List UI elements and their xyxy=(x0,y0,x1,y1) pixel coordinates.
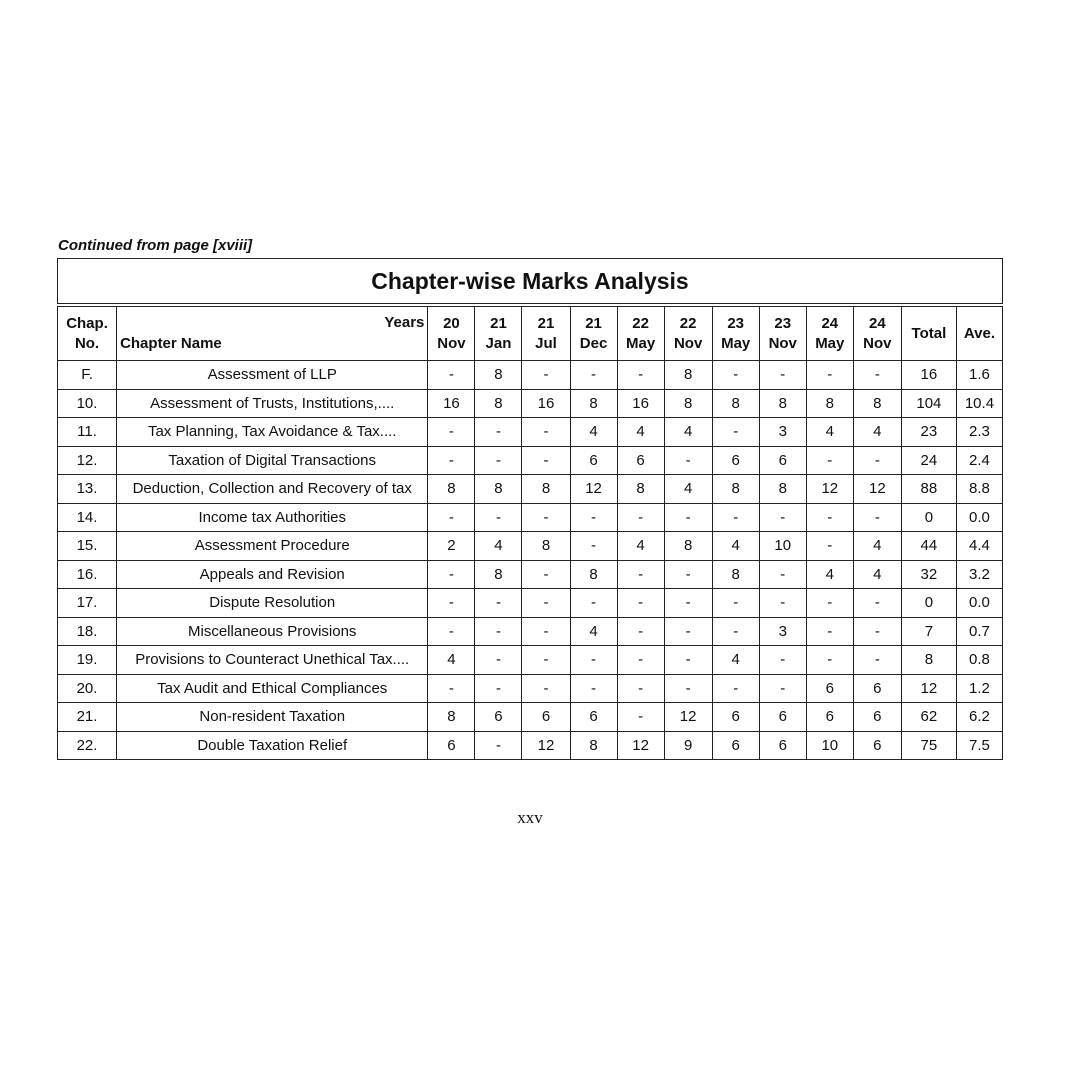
marks-cell: - xyxy=(475,646,522,675)
term-header xyxy=(664,305,712,361)
marks-cell: - xyxy=(617,617,664,646)
term-year: 24 xyxy=(821,314,839,332)
chapter-number-cell: 13. xyxy=(58,475,117,504)
marks-cell: - xyxy=(522,446,570,475)
term-header xyxy=(853,305,901,361)
average-cell: 0.8 xyxy=(956,646,1002,675)
total-cell: 23 xyxy=(901,418,956,447)
marks-cell: - xyxy=(428,560,475,589)
term-header xyxy=(759,305,806,361)
chapter-number-cell: 14. xyxy=(58,503,117,532)
term-month: Jan xyxy=(485,334,512,352)
marks-cell: 6 xyxy=(759,446,806,475)
term-month: May xyxy=(815,334,845,352)
marks-cell: 6 xyxy=(475,703,522,732)
marks-cell: - xyxy=(853,646,901,675)
marks-cell: 8 xyxy=(759,475,806,504)
average-header: Ave. xyxy=(956,305,1002,361)
marks-cell: - xyxy=(759,646,806,675)
continued-note: Continued from page [xviii] xyxy=(58,237,253,254)
chapter-name-cell: Appeals and Revision xyxy=(117,560,428,589)
marks-cell: 8 xyxy=(475,389,522,418)
table-row xyxy=(58,731,1003,760)
total-header: Total xyxy=(901,305,956,361)
table-row xyxy=(58,674,1003,703)
marks-cell: - xyxy=(522,503,570,532)
term-month: Jul xyxy=(535,334,557,352)
marks-cell: 8 xyxy=(522,532,570,561)
marks-cell: 8 xyxy=(522,475,570,504)
marks-cell: - xyxy=(475,503,522,532)
table-row xyxy=(58,589,1003,618)
table-row xyxy=(58,475,1003,504)
chapter-number-cell: 10. xyxy=(58,389,117,418)
marks-cell: 12 xyxy=(806,475,853,504)
marks-cell: - xyxy=(712,589,759,618)
marks-cell: - xyxy=(522,617,570,646)
marks-table xyxy=(57,303,1003,760)
marks-cell: - xyxy=(806,446,853,475)
marks-cell: - xyxy=(806,589,853,618)
total-cell: 104 xyxy=(901,389,956,418)
marks-cell: 12 xyxy=(617,731,664,760)
term-month: Nov xyxy=(863,334,892,352)
marks-cell: 12 xyxy=(853,475,901,504)
chapter-name-label: Chapter Name xyxy=(120,335,222,352)
total-cell: 88 xyxy=(901,475,956,504)
marks-cell: 12 xyxy=(664,703,712,732)
total-cell: 8 xyxy=(901,646,956,675)
marks-cell: 4 xyxy=(570,418,617,447)
marks-cell: - xyxy=(475,731,522,760)
chap-no-header xyxy=(58,305,117,361)
marks-cell: 8 xyxy=(570,731,617,760)
average-cell: 0.0 xyxy=(956,589,1002,618)
marks-cell: 6 xyxy=(428,731,475,760)
term-year: 21 xyxy=(490,314,507,332)
marks-cell: 4 xyxy=(853,532,901,561)
marks-cell: - xyxy=(428,361,475,390)
chapter-number-cell: 11. xyxy=(58,418,117,447)
term-header xyxy=(570,305,617,361)
term-header xyxy=(522,305,570,361)
table-row xyxy=(58,361,1003,390)
chapter-name-cell: Assessment of LLP xyxy=(117,361,428,390)
marks-cell: - xyxy=(712,674,759,703)
marks-cell: - xyxy=(712,617,759,646)
marks-cell: 4 xyxy=(806,418,853,447)
marks-cell: 16 xyxy=(522,389,570,418)
marks-cell: 2 xyxy=(428,532,475,561)
marks-cell: 8 xyxy=(428,703,475,732)
table-row xyxy=(58,646,1003,675)
marks-cell: 9 xyxy=(664,731,712,760)
term-year: 22 xyxy=(679,314,697,332)
marks-cell: 8 xyxy=(664,361,712,390)
marks-cell: - xyxy=(475,674,522,703)
term-month: Nov xyxy=(437,334,466,352)
chapter-number-cell: 22. xyxy=(58,731,117,760)
marks-cell: - xyxy=(522,560,570,589)
term-year: 21 xyxy=(585,314,602,332)
marks-cell: 6 xyxy=(522,703,570,732)
marks-cell: 8 xyxy=(475,560,522,589)
total-cell: 44 xyxy=(901,532,956,561)
chapter-name-cell: Provisions to Counteract Unethical Tax.... xyxy=(117,646,428,675)
marks-cell: 6 xyxy=(712,446,759,475)
marks-cell: 6 xyxy=(570,703,617,732)
marks-cell: 8 xyxy=(570,389,617,418)
marks-cell: - xyxy=(806,646,853,675)
chapter-name-cell: Miscellaneous Provisions xyxy=(117,617,428,646)
marks-cell: 6 xyxy=(712,703,759,732)
marks-cell: 4 xyxy=(570,617,617,646)
header-row xyxy=(58,305,1003,361)
term-header xyxy=(806,305,853,361)
chapter-name-cell: Assessment Procedure xyxy=(117,532,428,561)
average-cell: 1.2 xyxy=(956,674,1002,703)
marks-cell: - xyxy=(570,503,617,532)
chapter-name-cell: Tax Audit and Ethical Compliances xyxy=(117,674,428,703)
term-header xyxy=(617,305,664,361)
marks-cell: 6 xyxy=(759,731,806,760)
term-month: Dec xyxy=(579,334,608,352)
chapter-number-cell: 20. xyxy=(58,674,117,703)
table-title: Chapter-wise Marks Analysis xyxy=(57,258,1003,303)
chapter-number-cell: F. xyxy=(58,361,117,390)
marks-cell: - xyxy=(522,589,570,618)
marks-cell: - xyxy=(428,418,475,447)
marks-cell: - xyxy=(617,703,664,732)
table-row xyxy=(58,503,1003,532)
marks-cell: 8 xyxy=(759,389,806,418)
term-month: Nov xyxy=(768,334,797,352)
marks-cell: 4 xyxy=(428,646,475,675)
marks-cell: - xyxy=(759,560,806,589)
marks-cell: - xyxy=(522,646,570,675)
marks-cell: 8 xyxy=(853,389,901,418)
chapter-number-cell: 16. xyxy=(58,560,117,589)
marks-cell: 8 xyxy=(428,475,475,504)
chapter-name-cell: Tax Planning, Tax Avoidance & Tax.... xyxy=(117,418,428,447)
marks-cell: - xyxy=(617,674,664,703)
table-row xyxy=(58,617,1003,646)
marks-cell: 8 xyxy=(712,475,759,504)
marks-cell: - xyxy=(853,361,901,390)
marks-cell: - xyxy=(853,446,901,475)
term-year: 22 xyxy=(632,314,649,332)
term-year: 21 xyxy=(537,314,555,332)
total-cell: 7 xyxy=(901,617,956,646)
total-cell: 0 xyxy=(901,589,956,618)
table-row xyxy=(58,389,1003,418)
marks-cell: 8 xyxy=(475,475,522,504)
chapter-name-cell: Non-resident Taxation xyxy=(117,703,428,732)
marks-cell: 12 xyxy=(570,475,617,504)
marks-cell: - xyxy=(475,617,522,646)
marks-cell: - xyxy=(712,418,759,447)
marks-cell: - xyxy=(664,617,712,646)
marks-cell: 8 xyxy=(475,361,522,390)
average-cell: 8.8 xyxy=(956,475,1002,504)
term-month: Nov xyxy=(673,334,703,352)
marks-cell: 10 xyxy=(759,532,806,561)
average-cell: 4.4 xyxy=(956,532,1002,561)
years-label: Years xyxy=(384,314,425,331)
marks-cell: - xyxy=(428,589,475,618)
chapter-name-cell: Dispute Resolution xyxy=(117,589,428,618)
average-cell: 3.2 xyxy=(956,560,1002,589)
marks-cell: - xyxy=(475,446,522,475)
average-cell: 7.5 xyxy=(956,731,1002,760)
chapter-name-cell: Double Taxation Relief xyxy=(117,731,428,760)
marks-cell: 6 xyxy=(853,731,901,760)
marks-cell: 4 xyxy=(664,475,712,504)
marks-cell: - xyxy=(570,532,617,561)
chapter-number-cell: 15. xyxy=(58,532,117,561)
marks-cell: 4 xyxy=(664,418,712,447)
marks-cell: - xyxy=(806,361,853,390)
marks-cell: - xyxy=(428,503,475,532)
marks-cell: 8 xyxy=(712,389,759,418)
marks-cell: - xyxy=(617,589,664,618)
term-year: 23 xyxy=(774,314,792,332)
marks-cell: - xyxy=(570,674,617,703)
marks-analysis-table-container xyxy=(57,258,1003,760)
marks-cell: 8 xyxy=(806,389,853,418)
chapter-number-cell: 18. xyxy=(58,617,117,646)
table-row xyxy=(58,703,1003,732)
marks-cell: - xyxy=(853,617,901,646)
term-year: 23 xyxy=(727,314,745,332)
marks-cell: - xyxy=(806,617,853,646)
marks-cell: - xyxy=(664,446,712,475)
chap-no-header-line2: No. xyxy=(74,334,100,352)
chapter-name-cell: Deduction, Collection and Recovery of tax xyxy=(117,475,428,504)
total-cell: 75 xyxy=(901,731,956,760)
marks-cell: - xyxy=(664,589,712,618)
marks-cell: - xyxy=(853,503,901,532)
average-cell: 6.2 xyxy=(956,703,1002,732)
marks-cell: - xyxy=(664,646,712,675)
term-header xyxy=(475,305,522,361)
marks-cell: - xyxy=(664,503,712,532)
marks-cell: - xyxy=(475,589,522,618)
marks-cell: - xyxy=(475,418,522,447)
marks-cell: 4 xyxy=(475,532,522,561)
marks-cell: 6 xyxy=(853,703,901,732)
marks-cell: - xyxy=(617,560,664,589)
marks-cell: - xyxy=(617,503,664,532)
marks-cell: 3 xyxy=(759,418,806,447)
marks-cell: - xyxy=(712,361,759,390)
term-year: 24 xyxy=(868,314,886,332)
table-row xyxy=(58,532,1003,561)
marks-cell: - xyxy=(759,674,806,703)
marks-cell: 4 xyxy=(853,560,901,589)
marks-cell: - xyxy=(853,589,901,618)
marks-cell: 4 xyxy=(806,560,853,589)
marks-cell: 8 xyxy=(664,532,712,561)
total-cell: 0 xyxy=(901,503,956,532)
chapter-number-cell: 12. xyxy=(58,446,117,475)
marks-cell: 6 xyxy=(712,731,759,760)
marks-cell: - xyxy=(759,361,806,390)
marks-cell: - xyxy=(570,361,617,390)
marks-cell: 3 xyxy=(759,617,806,646)
marks-cell: - xyxy=(759,589,806,618)
average-cell: 2.3 xyxy=(956,418,1002,447)
marks-cell: - xyxy=(759,503,806,532)
marks-cell: 6 xyxy=(806,674,853,703)
chap-no-header-line1: Chap. xyxy=(66,314,108,332)
chapter-number-cell: 19. xyxy=(58,646,117,675)
chapter-name-cell: Assessment of Trusts, Institutions,.... xyxy=(117,389,428,418)
marks-cell: 4 xyxy=(617,418,664,447)
table-row xyxy=(58,560,1003,589)
total-cell: 32 xyxy=(901,560,956,589)
marks-cell: 4 xyxy=(617,532,664,561)
marks-cell: 6 xyxy=(759,703,806,732)
marks-cell: 16 xyxy=(428,389,475,418)
marks-cell: - xyxy=(428,446,475,475)
marks-cell: 12 xyxy=(522,731,570,760)
marks-cell: - xyxy=(522,361,570,390)
marks-cell: - xyxy=(428,674,475,703)
marks-cell: - xyxy=(806,503,853,532)
average-cell: 0.7 xyxy=(956,617,1002,646)
total-cell: 24 xyxy=(901,446,956,475)
marks-cell: 6 xyxy=(806,703,853,732)
marks-cell: 6 xyxy=(853,674,901,703)
term-year: 20 xyxy=(443,314,460,332)
marks-cell: 8 xyxy=(617,475,664,504)
marks-cell: - xyxy=(522,674,570,703)
marks-cell: 4 xyxy=(712,532,759,561)
average-cell: 0.0 xyxy=(956,503,1002,532)
term-month: May xyxy=(721,334,751,352)
marks-cell: - xyxy=(712,503,759,532)
marks-cell: - xyxy=(570,589,617,618)
total-cell: 16 xyxy=(901,361,956,390)
chapter-name-header xyxy=(117,305,428,361)
marks-cell: 8 xyxy=(664,389,712,418)
average-cell: 2.4 xyxy=(956,446,1002,475)
term-month: May xyxy=(626,334,656,352)
chapter-name-cell: Income tax Authorities xyxy=(117,503,428,532)
chapter-number-cell: 17. xyxy=(58,589,117,618)
marks-cell: - xyxy=(617,361,664,390)
marks-cell: 4 xyxy=(853,418,901,447)
marks-cell: 10 xyxy=(806,731,853,760)
marks-cell: 8 xyxy=(712,560,759,589)
marks-cell: - xyxy=(570,646,617,675)
table-body xyxy=(58,361,1003,760)
chapter-name-cell: Taxation of Digital Transactions xyxy=(117,446,428,475)
marks-cell: 4 xyxy=(712,646,759,675)
term-header xyxy=(428,305,475,361)
table-row xyxy=(58,418,1003,447)
total-cell: 62 xyxy=(901,703,956,732)
term-header xyxy=(712,305,759,361)
total-cell: 12 xyxy=(901,674,956,703)
marks-cell: 8 xyxy=(570,560,617,589)
marks-cell: 6 xyxy=(617,446,664,475)
marks-cell: - xyxy=(617,646,664,675)
marks-cell: - xyxy=(806,532,853,561)
table-row xyxy=(58,446,1003,475)
marks-cell: - xyxy=(522,418,570,447)
average-cell: 10.4 xyxy=(956,389,1002,418)
average-cell: 1.6 xyxy=(956,361,1002,390)
page-number: xxv xyxy=(517,808,543,827)
chapter-number-cell: 21. xyxy=(58,703,117,732)
marks-cell: - xyxy=(664,560,712,589)
marks-cell: - xyxy=(664,674,712,703)
marks-cell: 16 xyxy=(617,389,664,418)
marks-cell: - xyxy=(428,617,475,646)
marks-cell: 6 xyxy=(570,446,617,475)
